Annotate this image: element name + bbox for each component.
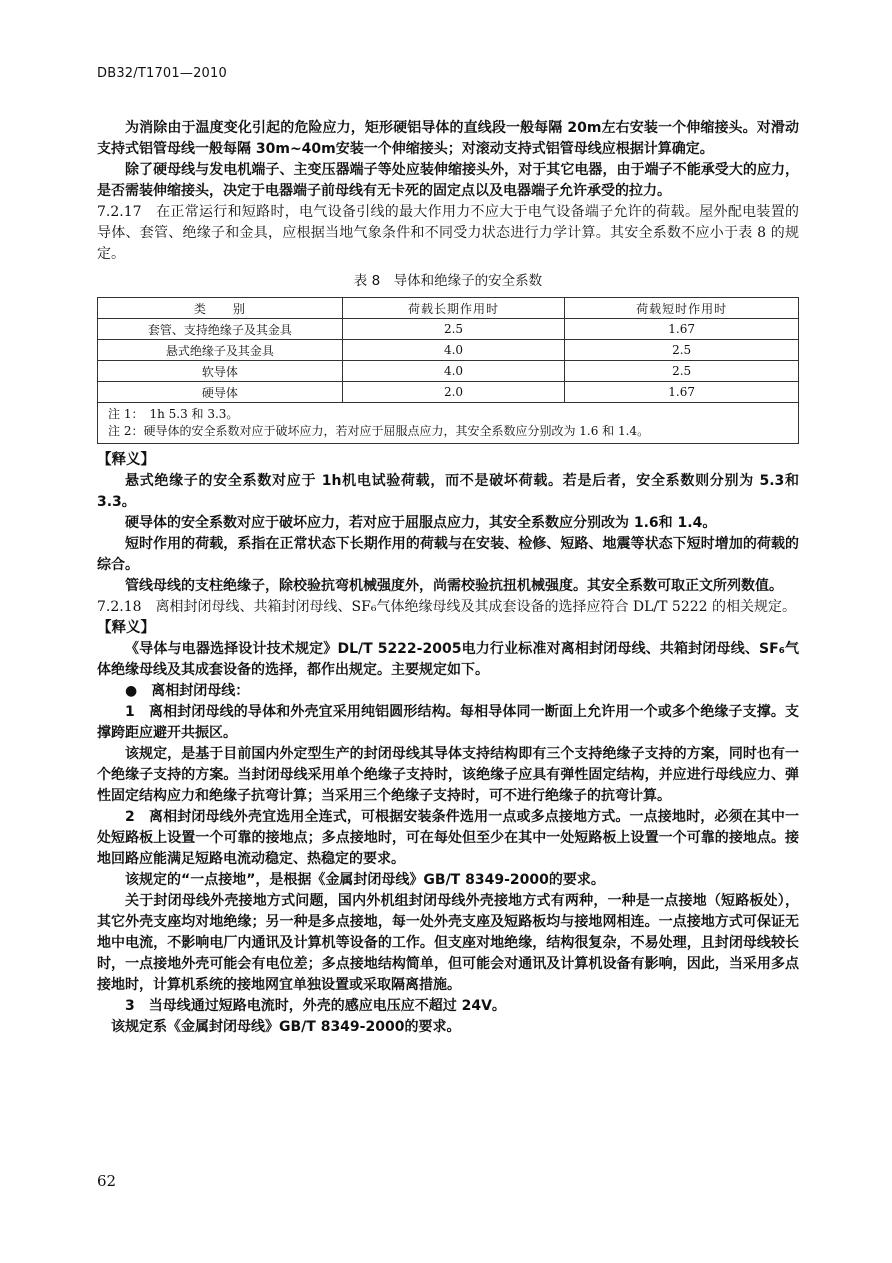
safety-factor-table <box>97 297 799 444</box>
bullet-item: ● 离相封闭母线： <box>125 683 250 699</box>
document-id: DB32/T1701—2010 <box>97 66 227 81</box>
paragraph-expansion-joints: 为消除由于温度变化引起的危险应力，矩形硬铝导体的直线段一般每隔 20m左右安装一个伸缩接头。对滑动支持式铝管母线一般每隔 30m~40m安装一个伸缩接头；对滚动支持式铝管母线应根据计算确定。 <box>97 120 799 157</box>
interpretation-heading: 【释义】 <box>97 452 155 468</box>
interpretation-heading-2: 【释义】 <box>97 620 155 636</box>
interpretation-paragraph: 该规定的“一点接地”，是根据《金属封闭母线》GB/T 8349-2000的要求。 <box>125 872 605 888</box>
table-note-2: 注 2：硬导体的安全系数对应于破坏应力，若对应于屈服点应力，其安全系数应分别改为 1.6 和 1.4。 <box>108 424 650 438</box>
interpretation-paragraph: 3 当母线通过短路电流时，外壳的感应电压应不超过 24V。 <box>125 998 506 1014</box>
clause-7-2-17: 7.2.17 在正常运行和短路时，电气设备引线的最大作用力不应大于电气设备端子允许的荷载。屋外配电装置的导体、套管、绝缘子和金具，应根据当地气象条件和不同受力状态进行力学计算。其安全系数不应小于表 8 的规定。 <box>97 204 799 262</box>
interpretation-last-line: 该规定系《金属封闭母线》GB/T 8349-2000的要求。 <box>111 1019 461 1035</box>
table-cell: 软导体 <box>98 361 343 382</box>
interpretation-paragraph: 硬导体的安全系数对应于破坏应力，若对应于屈服点应力，其安全系数应分别改为 1.6和 1.4。 <box>125 515 717 531</box>
table-cell: 2.0 <box>342 382 565 403</box>
table-cell: 套管、支持绝缘子及其金具 <box>98 319 343 340</box>
table-cell: 4.0 <box>342 361 565 382</box>
table-row <box>98 319 799 340</box>
table-cell: 2.5 <box>565 340 799 361</box>
column-header: 荷载短时作用时 <box>565 298 799 319</box>
table-cell: 1.67 <box>565 382 799 403</box>
table-title: 表 8 导体和绝缘子的安全系数 <box>353 273 543 289</box>
table-notes-row <box>98 403 799 444</box>
page-number: 62 <box>97 1172 117 1190</box>
interpretation-paragraph: 短时作用的荷载，系指在正常状态下长期作用的荷载与在安装、检修、短路、地震等状态下短时增加的荷载的综合。 <box>97 536 799 573</box>
table-cell: 4.0 <box>342 340 565 361</box>
table-cell: 2.5 <box>342 319 565 340</box>
table-row <box>98 382 799 403</box>
interpretation-intro: 《导体与电器选择设计技术规定》DL/T 5222-2005电力行业标准对离相封闭母线、共箱封闭母线、SF₆气体绝缘母线及其成套设备的选择，都作出规定。主要规定如下。 <box>97 641 799 678</box>
table-notes <box>98 403 799 444</box>
interpretation-paragraph: 悬式绝缘子的安全系数对应于 1h机电试验荷载，而不是破坏荷载。若是后者，安全系数则分别为 5.3和 3.3。 <box>97 473 799 510</box>
table-header-row <box>98 298 799 319</box>
interpretation-paragraph: 1 离相封闭母线的导体和外壳宜采用纯铝圆形结构。每相导体同一断面上允许用一个或多个绝缘子支撑。支撑跨距应避开共振区。 <box>97 704 799 741</box>
column-header: 荷载长期作用时 <box>342 298 565 319</box>
table-cell: 悬式绝缘子及其金具 <box>98 340 343 361</box>
table-cell: 硬导体 <box>98 382 343 403</box>
table-row <box>98 340 799 361</box>
column-header: 类 别 <box>98 298 343 319</box>
paragraph-other-apparatus: 除了硬母线与发电机端子、主变压器端子等处应装伸缩接头外，对于其它电器，由于端子不能承受大的应力，是否需装伸缩接头，决定于电器端子前母线有无卡死的固定点以及电器端子允许承受的拉力。 <box>97 162 799 199</box>
page-content <box>97 118 799 1038</box>
clause-7-2-18: 7.2.18 离相封闭母线、共箱封闭母线、SF₆气体绝缘母线及其成套设备的选择应符合 DL/T 5222 的相关规定。 <box>97 599 796 615</box>
table-cell: 1.67 <box>565 319 799 340</box>
table-cell: 2.5 <box>565 361 799 382</box>
interpretation-paragraph: 该规定，是基于目前国内外定型生产的封闭母线其导体支持结构即有三个支持绝缘子支持的方案，同时也有一个绝缘子支持的方案。当封闭母线采用单个绝缘子支持时，该绝缘子应具有弹性固定结构，并应进行母线应力、弹性固定结构应力和绝缘子抗弯计算；当采用三个绝缘子支持时，可不进行绝缘子的抗弯计算。 <box>97 746 799 804</box>
interpretation-paragraph: 管线母线的支柱绝缘子，除校验抗弯机械强度外，尚需校验抗扭机械强度。其安全系数可取正文所列数值。 <box>125 578 783 594</box>
table-note-1: 注 1： 1h 5.3 和 3.3。 <box>108 407 239 421</box>
table-row <box>98 361 799 382</box>
interpretation-paragraph: 2 离相封闭母线外壳宜选用全连式，可根据安装条件选用一点或多点接地方式。一点接地时，必须在其中一处短路板上设置一个可靠的接地点；多点接地时，可在每处但至少在其中一处短路板上设置一个可靠的接地点。接地回路应能满足短路电流动稳定、热稳定的要求。 <box>97 809 799 867</box>
interpretation-paragraph: 关于封闭母线外壳接地方式问题，国内外机组封闭母线外壳接地方式有两种，一种是一点接地（短路板处），其它外壳支座均对地绝缘；另一种是多点接地，每一处外壳支座及短路板均与接地网相连。一点接地方式可保证无地中电流，不影响电厂内通讯及计算机等设备的工作。但支座对地绝缘，结构很复杂，不易处理，且封闭母线较长时，一点接地外壳可能会有电位差；多点接地结构简单，但可能会对通讯及计算机设备有影响，因此，当采用多点接地时，计算机系统的接地网宜单独设置或采取隔离措施。 <box>97 893 799 993</box>
